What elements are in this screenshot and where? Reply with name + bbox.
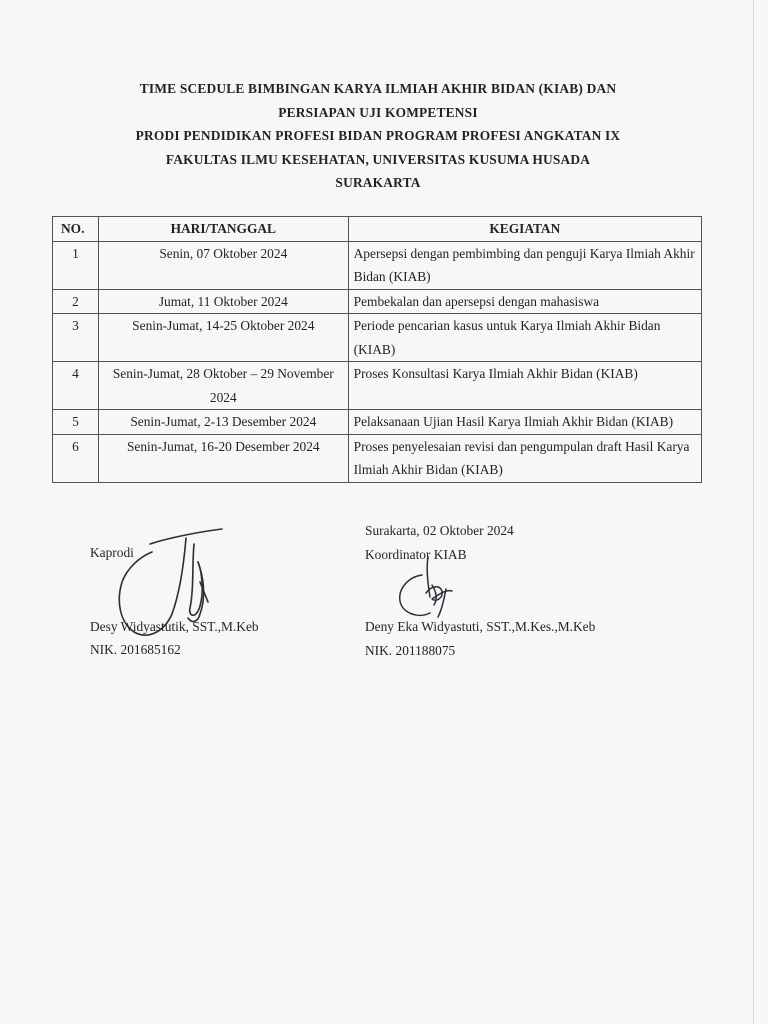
row-date: Senin, 07 Oktober 2024 [98,241,348,289]
handwritten-signature-koordinator [392,555,462,625]
place-date: Surakarta, 02 Oktober 2024 [365,523,514,538]
row-no: 5 [53,410,99,435]
table-row [53,241,702,289]
signatory-role: Kaprodi [90,545,134,560]
row-activity: Proses penyelesaian revisi dan pengumpulan draft Hasil Karya Ilmiah Akhir Bidan (KIAB) [348,434,701,482]
row-activity: Periode pencarian kasus untuk Karya Ilmiah Akhir Bidan (KIAB) [348,314,701,362]
page-edge [753,0,754,1024]
table-row [53,314,702,362]
row-activity: Pembekalan dan apersepsi dengan mahasiswa [348,289,701,314]
table-row [53,434,702,482]
row-date: Senin-Jumat, 16-20 Desember 2024 [98,434,348,482]
table-row [53,362,702,410]
table-row [53,410,702,435]
row-no: 6 [53,434,99,482]
header-no: NO. [53,217,99,242]
row-activity: Apersepsi dengan pembimbing dan penguji Karya Ilmiah Akhir Bidan (KIAB) [348,241,701,289]
schedule-table [52,216,702,483]
title-line-1: TIME SCEDULE BIMBINGAN KARYA ILMIAH AKHIR BIDAN (KIAB) DAN [139,81,617,96]
table-row [53,289,702,314]
row-date: Jumat, 11 Oktober 2024 [98,289,348,314]
signatory-name: Deny Eka Widyastuti, SST.,M.Kes.,M.Keb [365,619,596,634]
signatory-role: Koordinator KIAB [365,546,467,562]
row-date: Senin-Jumat, 28 Oktober – 29 November 2024 [98,362,348,410]
row-date: Senin-Jumat, 14-25 Oktober 2024 [98,314,348,362]
title-line-2: PERSIAPAN UJI KOMPETENSI [278,104,478,120]
title-line-4: FAKULTAS ILMU KESEHATAN, UNIVERSITAS KUSUMA HUSADA [165,151,591,167]
handwritten-signature-kaprodi [108,522,238,652]
row-activity: Proses Konsultasi Karya Ilmiah Akhir Bidan (KIAB) [348,362,701,410]
document-title [80,77,676,195]
table-header-row [53,217,702,242]
row-no: 4 [53,362,99,410]
row-no: 1 [53,241,99,289]
signatory-name: Desy Widyastutik, SST.,M.Keb [90,618,259,634]
header-activity: KEGIATAN [348,217,701,242]
row-activity: Pelaksanaan Ujian Hasil Karya Ilmiah Akhir Bidan (KIAB) [348,410,701,435]
row-date: Senin-Jumat, 2-13 Desember 2024 [98,410,348,435]
row-no: 3 [53,314,99,362]
signatory-nik: NIK. 201188075 [365,642,456,658]
title-line-3: PRODI PENDIDIKAN PROFESI BIDAN PROGRAM PROFESI ANGKATAN IX [135,128,621,144]
signatory-nik: NIK. 201685162 [90,642,181,657]
header-date: HARI/TANGGAL [98,217,348,242]
title-line-5: SURAKARTA [335,175,421,191]
row-no: 2 [53,289,99,314]
